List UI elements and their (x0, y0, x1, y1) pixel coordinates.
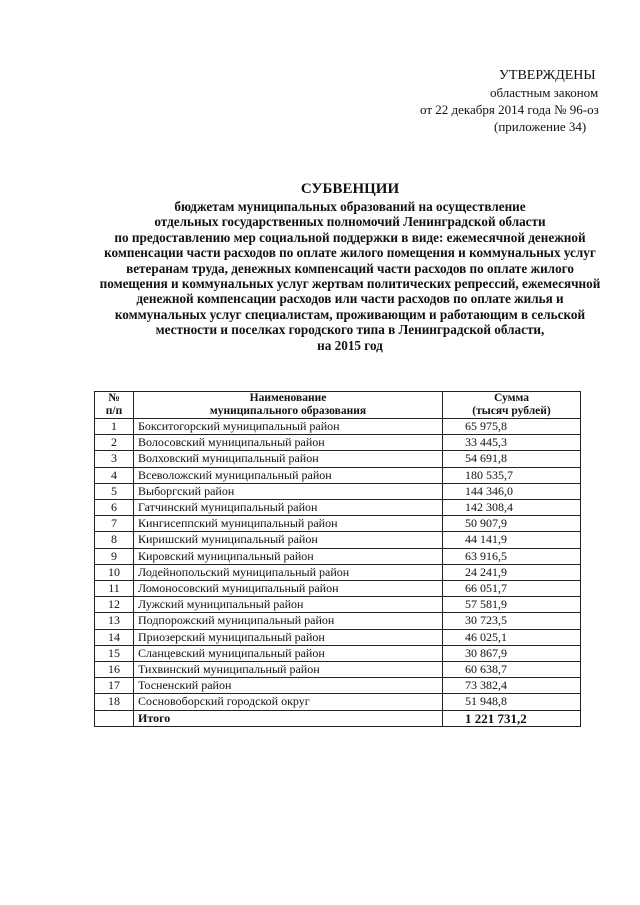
total-number-cell (95, 710, 134, 726)
row-name: Волосовский муниципальный район (134, 435, 443, 451)
table-row (95, 532, 581, 548)
row-amount: 51 948,8 (443, 694, 581, 710)
row-number: 10 (95, 564, 134, 580)
row-name: Ломоносовский муниципальный район (134, 581, 443, 597)
table-row (95, 483, 581, 499)
row-number: 6 (95, 500, 134, 516)
document-title: СУБВЕНЦИИ (300, 181, 400, 197)
heading-line: компенсации части расходов по оплате жилого помещения и коммунальных услуг (104, 245, 596, 261)
row-name: Гатчинский муниципальный район (134, 500, 443, 516)
row-name: Волховский муниципальный район (134, 451, 443, 467)
row-amount: 57 581,9 (443, 597, 581, 613)
table-row (95, 467, 581, 483)
approval-line-3: (приложение 34) (494, 119, 587, 134)
row-number: 1 (95, 419, 134, 435)
row-name: Сланцевский муниципальный район (134, 645, 443, 661)
col-header-name (134, 392, 443, 419)
col-header-sum (443, 392, 581, 419)
table-row (95, 694, 581, 710)
table-row (95, 597, 581, 613)
row-name: Выборгский район (134, 483, 443, 499)
col-header-sum-line1: Сумма (494, 392, 529, 404)
row-name: Тихвинский муниципальный район (134, 662, 443, 678)
table-row (95, 629, 581, 645)
col-header-number (95, 392, 134, 419)
table-row (95, 678, 581, 694)
heading-line: денежной компенсации расходов или части расходов по оплате жилья и (136, 291, 564, 307)
row-name: Подпорожский муниципальный район (134, 613, 443, 629)
heading-line: бюджетам муниципальных образований на осуществление (174, 199, 526, 214)
row-amount: 142 308,4 (443, 500, 581, 516)
row-number: 15 (95, 645, 134, 661)
row-amount: 30 867,9 (443, 645, 581, 661)
table-row (95, 662, 581, 678)
row-number: 12 (95, 597, 134, 613)
table-row (95, 435, 581, 451)
row-name: Тосненский район (134, 678, 443, 694)
row-amount: 73 382,4 (443, 678, 581, 694)
col-header-number-line1: № (108, 392, 120, 404)
heading-line: коммунальных услуг специалистам, проживающим и работающим в сельской (114, 306, 586, 322)
row-name: Киришский муниципальный район (134, 532, 443, 548)
heading-line: на 2015 год (317, 337, 383, 353)
row-amount: 33 445,3 (443, 435, 581, 451)
row-number: 16 (95, 662, 134, 678)
table-header-row (95, 392, 581, 419)
row-amount: 54 691,8 (443, 451, 581, 467)
row-name: Всеволожский муниципальный район (134, 467, 443, 483)
table-row (95, 548, 581, 564)
col-header-number-line2: п/п (105, 405, 123, 417)
row-name: Бокситогорский муниципальный район (134, 419, 443, 435)
row-name: Кировский муниципальный район (134, 548, 443, 564)
col-header-sum-line2: (тысяч рублей) (472, 405, 551, 417)
row-amount: 60 638,7 (443, 662, 581, 678)
heading-line: ветеранам труда, денежных компенсаций части расходов по оплате жилого (126, 260, 574, 276)
heading-line: помещения и коммунальных услуг жертвам политических репрессий, ежемесячной (99, 276, 601, 292)
row-number: 11 (95, 581, 134, 597)
row-name: Лодейнопольский муниципальный район (134, 564, 443, 580)
heading-line: отдельных государственных полномочий Ленинградской области (154, 214, 546, 230)
heading-line: по предоставлению мер социальной поддержки в виде: ежемесячной денежной (114, 229, 586, 245)
row-amount: 30 723,5 (443, 613, 581, 629)
row-number: 4 (95, 467, 134, 483)
table-row (95, 581, 581, 597)
heading-line: местности и поселках городского типа в Ленинградской области, (155, 322, 545, 338)
row-number: 14 (95, 629, 134, 645)
document-heading (80, 180, 620, 353)
table-row (95, 500, 581, 516)
table-row (95, 645, 581, 661)
total-label: Итого (134, 710, 443, 726)
total-row (95, 710, 581, 726)
row-number: 13 (95, 613, 134, 629)
row-number: 17 (95, 678, 134, 694)
row-amount: 180 535,7 (443, 467, 581, 483)
row-amount: 46 025,1 (443, 629, 581, 645)
row-name: Кингисеппский муниципальный район (134, 516, 443, 532)
row-number: 7 (95, 516, 134, 532)
row-number: 3 (95, 451, 134, 467)
row-number: 9 (95, 548, 134, 564)
row-amount: 44 141,9 (443, 532, 581, 548)
table-row (95, 564, 581, 580)
row-amount: 65 975,8 (443, 419, 581, 435)
table-row (95, 419, 581, 435)
approval-title: УТВЕРЖДЕНЫ (499, 68, 596, 83)
row-number: 18 (95, 694, 134, 710)
row-number: 8 (95, 532, 134, 548)
table-row (95, 516, 581, 532)
total-amount: 1 221 731,2 (443, 710, 581, 726)
col-header-name-line2: муниципального образования (209, 405, 367, 417)
row-name: Лужский муниципальный район (134, 597, 443, 613)
row-name: Приозерский муниципальный район (134, 629, 443, 645)
row-amount: 66 051,7 (443, 581, 581, 597)
row-name: Сосновоборский городской округ (134, 694, 443, 710)
row-amount: 50 907,9 (443, 516, 581, 532)
row-amount: 63 916,5 (443, 548, 581, 564)
row-number: 2 (95, 435, 134, 451)
approval-line-1: областным законом (490, 85, 599, 100)
row-amount: 144 346,0 (443, 483, 581, 499)
row-number: 5 (95, 483, 134, 499)
subvention-table (94, 391, 581, 727)
table-row (95, 613, 581, 629)
table-row (95, 451, 581, 467)
row-amount: 24 241,9 (443, 564, 581, 580)
col-header-name-line1: Наименование (249, 392, 327, 404)
approval-line-2: от 22 декабря 2014 года № 96-оз (420, 102, 599, 117)
